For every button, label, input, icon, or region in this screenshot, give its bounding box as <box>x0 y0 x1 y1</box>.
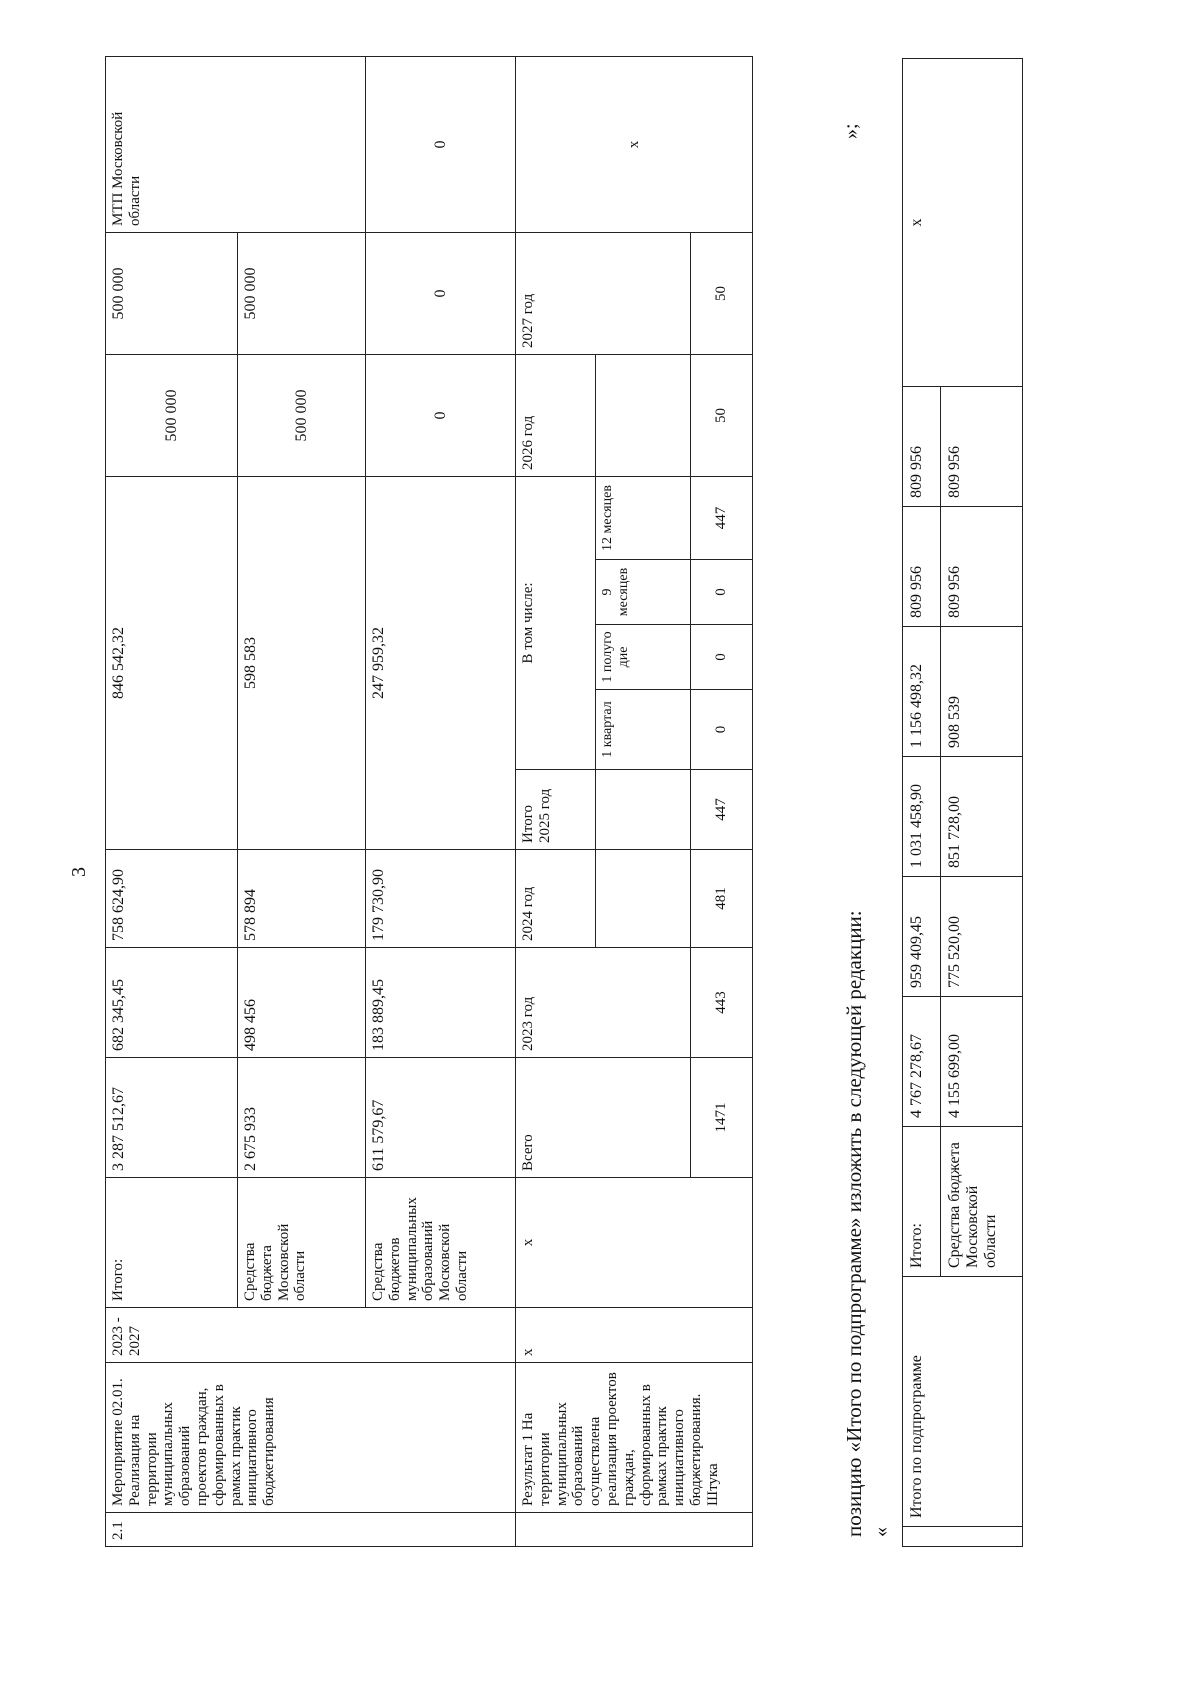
cell-2027: 809 956 <box>903 387 941 507</box>
subprogram-total-row <box>903 59 941 1547</box>
cell-2023: 183 889,45 <box>366 948 516 1058</box>
header-2026: 2026 год <box>516 355 596 477</box>
result-number <box>516 1513 753 1547</box>
cell-2026: 809 956 <box>903 507 941 627</box>
cell-2027: 500 000 <box>106 233 238 355</box>
cell-2024: 1 031 458,90 <box>903 757 941 877</box>
cell-2025: 1 156 498,32 <box>903 627 941 757</box>
opening-quote: « <box>870 1527 892 1537</box>
header-9m: 9 месяцев <box>596 560 691 625</box>
header-2027: 2027 год <box>516 233 691 355</box>
closing-quote: »; <box>840 123 862 139</box>
source-total-label: Итого: <box>106 1178 238 1308</box>
cell-total: 3 287 512,67 <box>106 1058 238 1178</box>
cell-2023: 775 520,00 <box>941 877 1023 997</box>
result-executor: х <box>516 57 753 233</box>
measure-row-total <box>106 57 238 1547</box>
executor-municipal: 0 <box>366 57 516 233</box>
result-name: Результат 1 На территории муниципальных образований осуществлена реализация проектов граждан, сформированных в рамках практик инициативного бюджетирования. Штука <box>516 1363 753 1513</box>
executor: МТП Московской области <box>106 57 366 233</box>
header-2023: 2023 год <box>516 948 691 1058</box>
subprogram-total-table <box>902 58 1023 1547</box>
amendment-instruction: позицию «Итого по подпрограмме» изложить в следующей редакции: <box>842 910 866 1537</box>
header-2024: 2024 год <box>516 850 596 948</box>
cell-2027: 500 000 <box>238 233 366 355</box>
header-12m: 12 месяцев <box>596 477 691 560</box>
cell-2026: 0 <box>366 355 516 477</box>
result-header-row <box>516 57 596 1547</box>
measure-table <box>105 56 753 1547</box>
source-total-label: Итого: <box>903 1127 941 1277</box>
cell-2026: 809 956 <box>941 507 1023 627</box>
cell-2027: 0 <box>366 233 516 355</box>
cell-2026: 500 000 <box>238 355 366 477</box>
header-2025-total: Итого 2025 год <box>516 770 596 850</box>
result-period: х <box>516 1308 753 1363</box>
header-q1: 1 квартал <box>596 690 691 770</box>
source-region-label: Средства бюджета Московской области <box>941 1127 1023 1277</box>
cell-2023: 959 409,45 <box>903 877 941 997</box>
result-source: х <box>516 1178 753 1308</box>
cell-2024: 578 894 <box>238 850 366 948</box>
source-municipal-label: Средства бюджетов муниципальных образований Московской области <box>366 1178 516 1308</box>
header-h1: 1 полуго дие <box>596 625 691 690</box>
value-2024: 481 <box>691 850 753 948</box>
cell-2024: 179 730,90 <box>366 850 516 948</box>
cell-2027: 809 956 <box>941 387 1023 507</box>
total-blank-cell <box>903 1527 1023 1547</box>
measure-name: Мероприятие 02.01. Реализация на территории муниципальных образований проектов граждан, сформированных в рамках практик инициативного бюджетирования <box>106 1363 516 1513</box>
header-2026-empty <box>596 355 691 477</box>
cell-2023: 498 456 <box>238 948 366 1058</box>
cell-total: 2 675 933 <box>238 1058 366 1178</box>
measure-period: 2023 - 2027 <box>106 1308 516 1363</box>
subprogram-total-label: Итого по подпрограмме <box>903 1277 1023 1527</box>
value-total: 1471 <box>691 1058 753 1178</box>
value-h1: 0 <box>691 625 753 690</box>
cell-total: 611 579,67 <box>366 1058 516 1178</box>
value-12m: 447 <box>691 477 753 560</box>
header-2025-empty <box>596 770 691 850</box>
header-total: Всего <box>516 1058 691 1178</box>
header-2024-empty <box>596 850 691 948</box>
value-9m: 0 <box>691 560 753 625</box>
cell-total: 4 767 278,67 <box>903 997 941 1127</box>
subprogram-executor: х <box>903 59 1023 387</box>
value-2027: 50 <box>691 233 753 355</box>
value-2023: 443 <box>691 948 753 1058</box>
value-2025-total: 447 <box>691 770 753 850</box>
cell-2025: 598 583 <box>238 477 366 850</box>
cell-2024: 758 624,90 <box>106 850 238 948</box>
value-2026: 50 <box>691 355 753 477</box>
cell-2024: 851 728,00 <box>941 757 1023 877</box>
cell-2025: 846 542,32 <box>106 477 238 850</box>
cell-total: 4 155 699,00 <box>941 997 1023 1127</box>
cell-2026: 500 000 <box>106 355 238 477</box>
value-q1: 0 <box>691 690 753 770</box>
cell-2025: 247 959,32 <box>366 477 516 850</box>
cell-2025: 908 539 <box>941 627 1023 757</box>
measure-number: 2.1 <box>106 1513 516 1547</box>
page-number: 3 <box>68 867 90 877</box>
cell-2023: 682 345,45 <box>106 948 238 1058</box>
source-region-label: Средства бюджета Московской области <box>238 1178 366 1308</box>
header-including: В том числе: <box>516 477 596 770</box>
